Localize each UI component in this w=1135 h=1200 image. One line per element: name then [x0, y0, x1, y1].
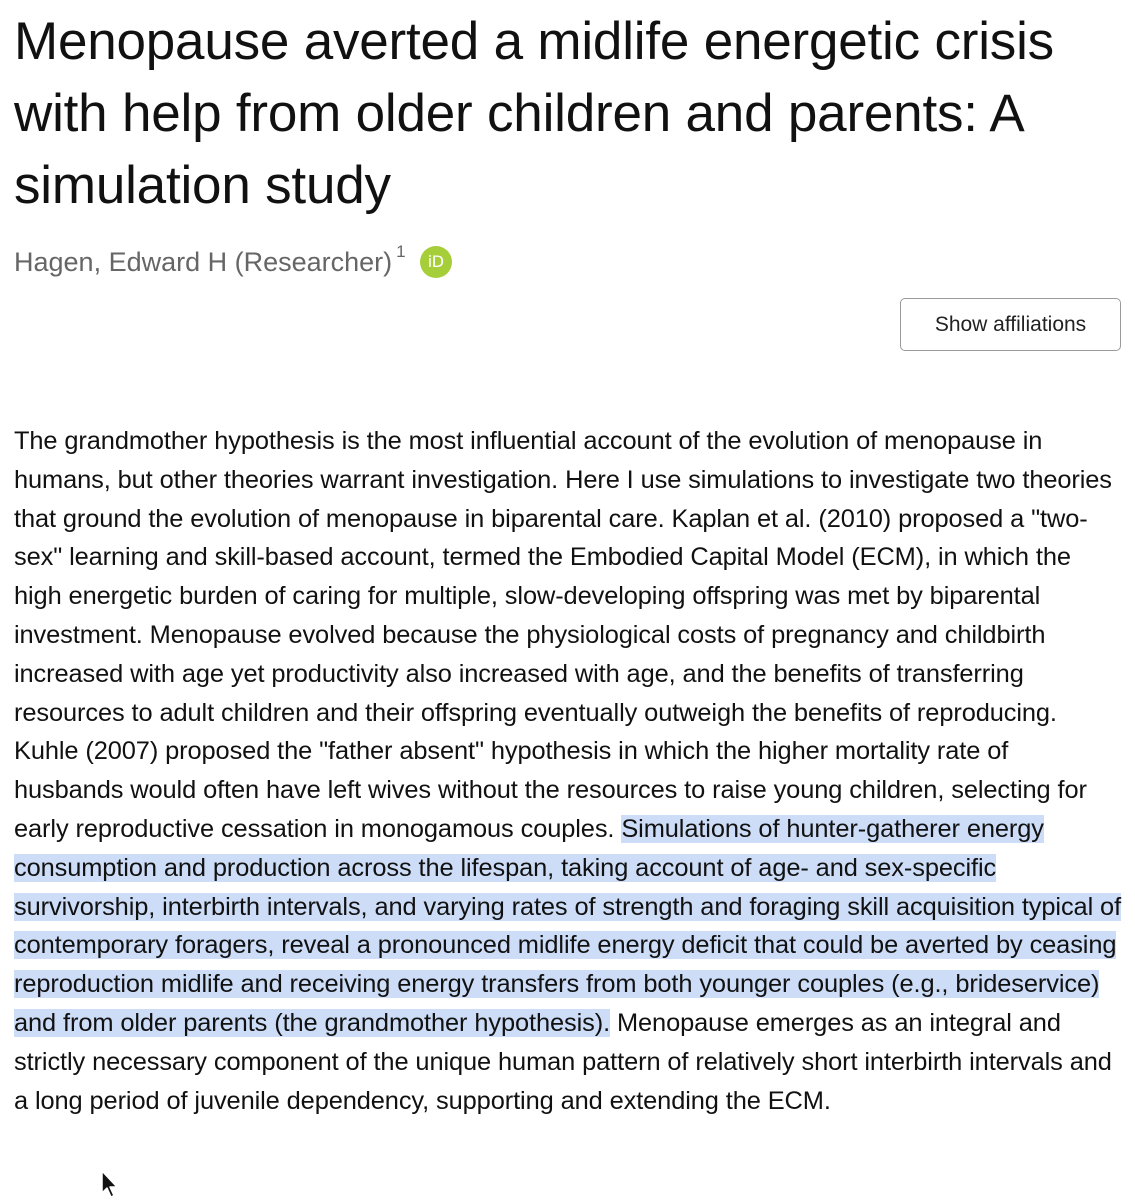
- show-affiliations-button[interactable]: Show affiliations: [900, 298, 1121, 351]
- author-line: [14, 244, 452, 280]
- orcid-icon[interactable]: iD: [420, 246, 452, 278]
- author-name[interactable]: Hagen, Edward H (Researcher): [14, 247, 393, 277]
- abstract-text-end: Menopause emerges as an integral and strictly necessary component of the unique human pattern of relatively short interbirth intervals and a long period of juvenile dependency, supporting and extending the ECM.: [14, 1008, 1112, 1115]
- abstract-text: The grandmother hypothesis is the most influential account of the evolution of menopause in humans, but other theories warrant investigation. Here I use simulations to investigate two theories that ground the evolution of menopause in biparental care. Kaplan et al. (2010) proposed a "two-sex" learning and skill-based account, termed the Embodied Capital Model (ECM), in which the high energetic burden of caring for multiple, slow-developing offspring was met by biparental investment. Menopause evolved because the physiological costs of pregnancy and childbirth increased with age yet productivity also increased with age, and the benefits of transferring resources to adult children and their offspring eventually outweigh the benefits of reproducing. Kuhle (2007) proposed the "father absent" hypothesis in which the higher mortality rate of husbands would often have left wives without the resources to raise young children, selecting for early reproductive cessation in monogamous couples.: [14, 427, 1112, 843]
- mouse-pointer-icon: [100, 1170, 122, 1200]
- article-title: Menopause averted a midlife energetic crisis with help from older children and parents: A simulation study: [14, 12, 1054, 215]
- affiliation-ref: 1: [396, 242, 406, 261]
- abstract: [14, 422, 1124, 1120]
- abstract-selected-text: Simulations of hunter-gatherer energy consumption and production across the lifespan, taking account of age- and sex-specific survivorship, interbirth intervals, and varying rates of strength and foraging skill acquisition typical of contemporary foragers, reveal a pronounced midlife energy deficit that could be averted by ceasing reproduction midlife and receiving energy transfers from both younger couples (e.g., brideservice) and from older parents (the grandmother hypothesis).: [14, 814, 1122, 1037]
